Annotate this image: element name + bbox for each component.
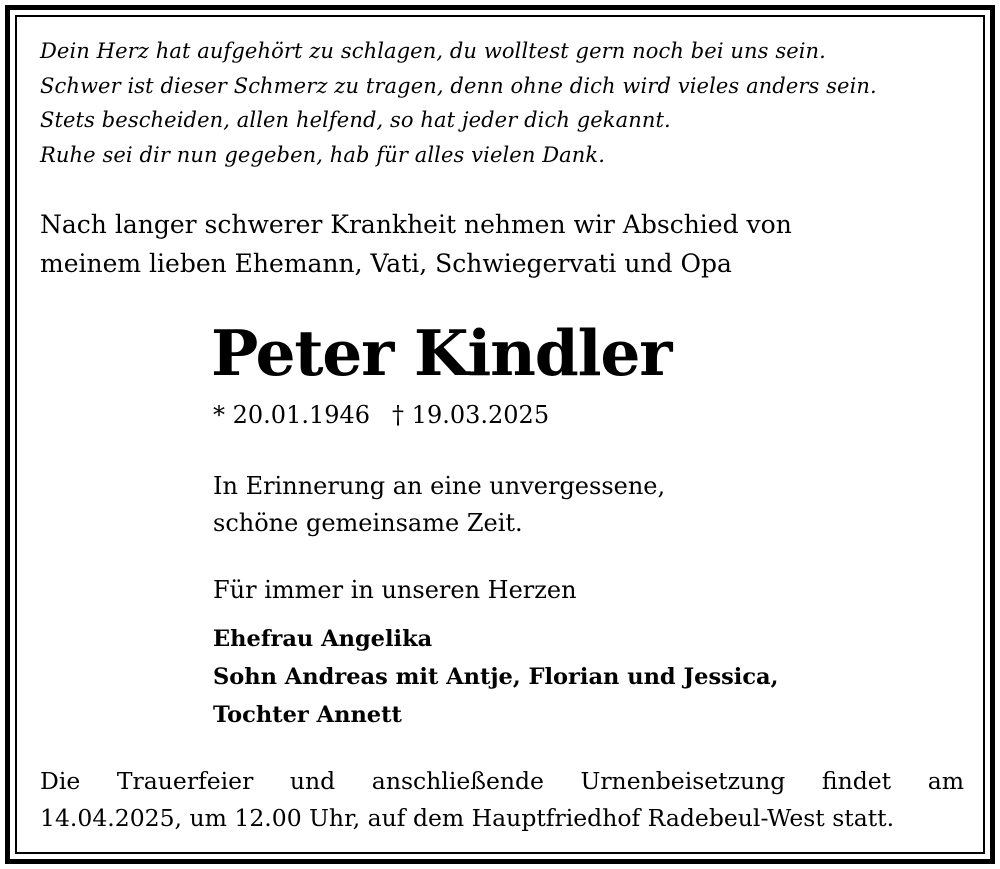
poem-line: Ruhe sei dir nun gegeben, hab für alles vielen Dank. [40,142,606,167]
poem-line: Stets bescheiden, allen helfend, so hat jeder dich gekannt. [40,108,671,132]
family-signatures [213,620,778,734]
deceased-name: Peter Kindler [211,316,672,390]
intro-line: Nach langer schwerer Krankheit nehmen wir Abschied von [40,210,792,239]
family-line: Ehefrau Angelika [213,626,433,652]
family-line: Tochter Annett [213,702,402,728]
poem-line: Dein Herz hat aufgehört zu schlagen, du wolltest gern noch bei uns sein. [40,39,826,63]
funeral-line: 14.04.2025, um 12.00 Uhr, auf dem Hauptfriedhof Radebeul-West statt. [40,804,895,832]
funeral-line: Die Trauerfeier und anschließende Urnenbeisetzung findet am [40,767,964,795]
intro-line: meinem lieben Ehemann, Vati, Schwiegervati und Opa [40,249,732,278]
birth-date: * 20.01.1946 [213,401,371,429]
memory-line: In Erinnerung an eine unvergessene, [213,472,666,500]
intro-text [40,205,970,283]
forever-text: Für immer in unseren Herzen [213,576,577,604]
poem [40,34,970,172]
family-line: Sohn Andreas mit Antje, Florian und Jessica, [213,664,779,690]
memory-line: schöne gemeinsame Zeit. [213,509,523,537]
poem-line: Schwer ist dieser Schmerz zu tragen, denn ohne dich wird vieles anders sein. [40,73,877,98]
funeral-notice [40,763,964,837]
life-dates [213,397,549,433]
memory-text [213,468,665,542]
death-date: † 19.03.2025 [392,401,550,429]
